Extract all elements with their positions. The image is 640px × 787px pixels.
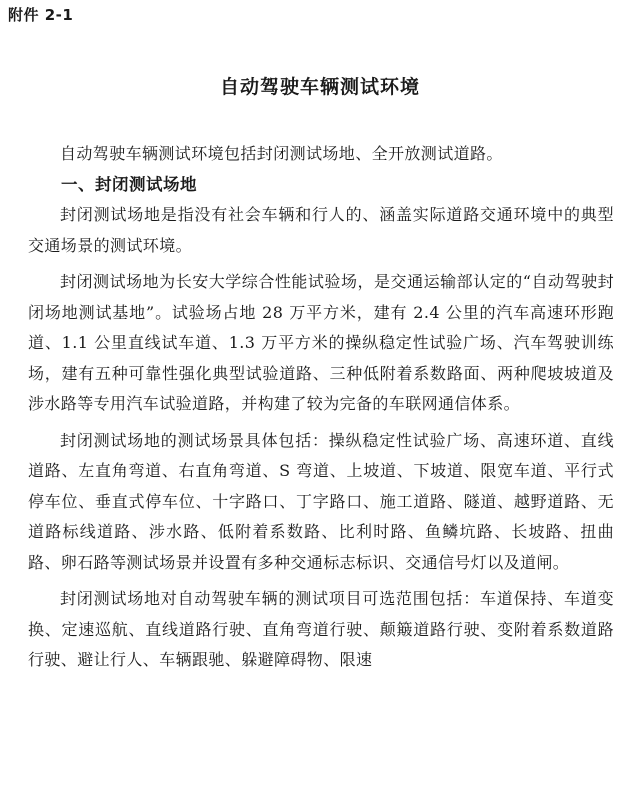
body-paragraph: 封闭测试场地的测试场景具体包括：操纵稳定性试验广场、高速环道、直线道路、左直角弯道、右直角弯道、S 弯道、上坡道、下坡道、限宽车道、平行式停车位、垂直式停车位、十字路口、丁字路口、施工道路、隧道、越野道路、无道路标线道路、涉水路、低附着系数路、比利时路、鱼鳞坑路、长坡路、扭曲路、卵石路等测试场景并设置有多种交通标志标识、交通信号灯以及道闸。 — [28, 430, 614, 572]
intro-paragraph: 自动驾驶车辆测试环境包括封闭测试场地、全开放测试道路。 — [60, 144, 503, 163]
attachment-label: 附件 2-1 — [8, 6, 74, 24]
body-paragraph: 封闭测试场地为长安大学综合性能试验场，是交通运输部认定的“自动驾驶封闭场地测试基地”。试验场占地 28 万平方米，建有 2.4 公里的汽车高速环形跑道、1.1 公里直线试车道、1.3 万平方米的操纵稳定性试验广场、汽车驾驶训练场，建有五种可靠性强化典型试验道路、三种低附着系数路面、两种爬坡坡道及涉水路等专用汽车试验道路，并构建了较为完备的车联网通信体系。 — [28, 272, 614, 413]
document-body — [28, 139, 614, 682]
document-title: 自动驾驶车辆测试环境 — [219, 76, 420, 98]
section-heading: 一、封闭测试场地 — [61, 174, 197, 194]
body-paragraph: 封闭测试场地是指没有社会车辆和行人的、涵盖实际道路交通环境中的典型交通场景的测试环境。 — [28, 205, 614, 255]
body-paragraph: 封闭测试场地对自动驾驶车辆的测试项目可选范围包括：车道保持、车道变换、定速巡航、直线道路行驶、直角弯道行驶、颠簸道路行驶、变附着系数道路行驶、避让行人、车辆跟驰、躲避障碍物、限速 — [28, 589, 614, 669]
